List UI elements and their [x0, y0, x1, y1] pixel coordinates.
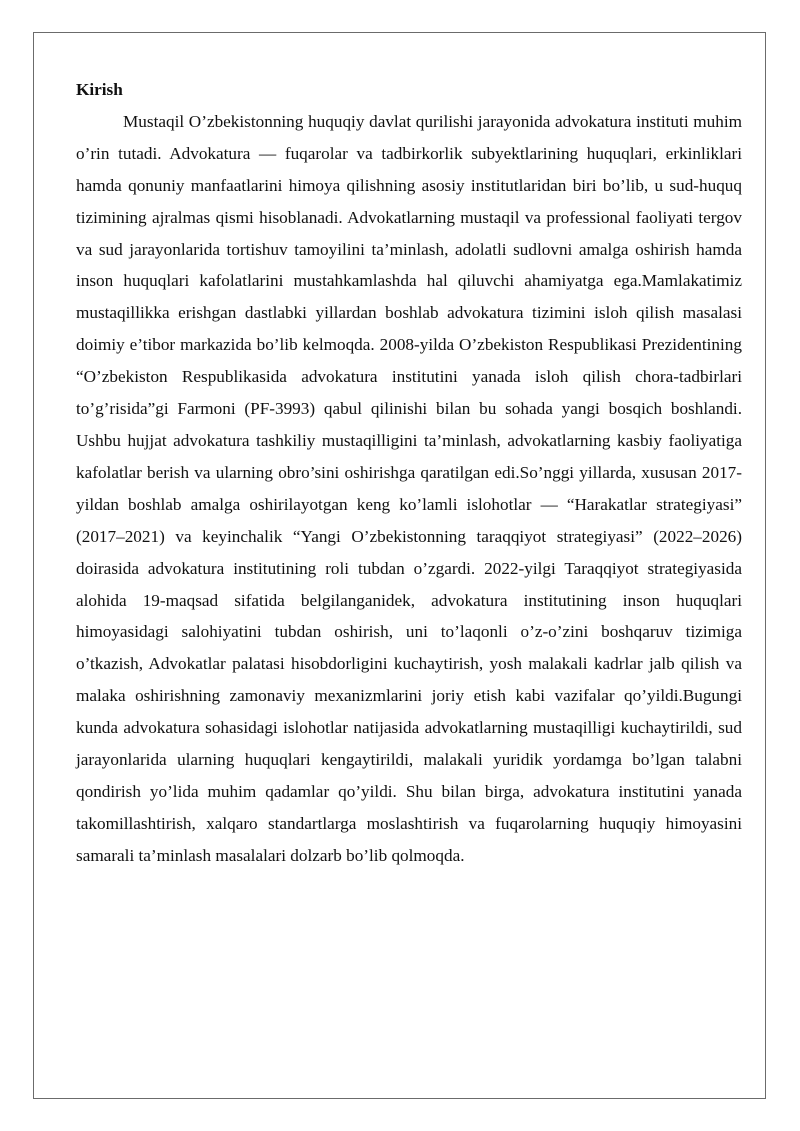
document-body [76, 74, 742, 872]
body-paragraph: Mustaqil O’zbekistonning huquqiy davlat qurilishi jarayonida advokatura instituti muhim o’rin tutadi. Advokatura — fuqarolar va tadbirkorlik subyektlarining huquqlari, erkinliklari hamda qonuniy manfaatlarini himoya qilishning asosiy institutlaridan biri bo’lib, u sud-huquq tizimining ajralmas qismi hisoblanadi. Advokatlarning mustaqil va professional faoliyati tergov va sud jarayonlarida tortishuv tamoyilini ta’minlash, adolatli sudlovni amalga oshirish hamda inson huquqlari kafolatlarini mustahkamlashda hal qiluvchi ahamiyatga ega.Mamlakatimiz mustaqillikka erishgan dastlabki yillardan boshlab advokatura tizimini isloh qilish masalasi doimiy e’tibor markazida bo’lib kelmoqda. 2008-yilda O’zbekiston Respublikasi Prezidentining “O’zbekiston Respublikasida advokatura institutini yanada isloh qilish chora-tadbirlari to’g’risida”gi Farmoni (PF-3993) qabul qilinishi bilan bu sohada yangi bosqich boshlandi. Ushbu hujjat advokatura tashkiliy mustaqilligini ta’minlash, advokatlarning kasbiy faoliyatiga kafolatlar berish va ularning obro’sini oshirishga qaratilgan edi.So’nggi yillarda, xususan 2017-yildan boshlab amalga oshirilayotgan keng ko’lamli islohotlar — “Harakatlar strategiyasi” (2017–2021) va keyinchalik “Yangi O’zbekistonning taraqqiyot strategiyasi” (2022–2026) doirasida advokatura institutining roli tubdan o’zgardi. 2022-yilgi Taraqqiyot strategiyasida alohida 19-maqsad sifatida belgilanganidek, advokatura institutining inson huquqlari himoyasidagi salohiyatini tubdan oshirish, uni to’laqonli o’z-o’zini boshqaruv tizimiga o’tkazish, Advokatlar palatasi hisobdorligini kuchaytirish, yosh malakali kadrlar jalb qilish va malaka oshirishning zamonaviy mexanizmlarini joriy etish kabi vazifalar qo’yildi.Bugungi kunda advokatura sohasidagi islohotlar natijasida advokatlarning mustaqilligi kuchaytirildi, sud jarayonlarida ularning huquqlari kengaytirildi, malakali yuridik yordamga bo’lgan talabni qondirish yo’lida muhim qadamlar qo’yildi. Shu bilan birga, advokatura institutini yanada takomillashtirish, xalqaro standartlarga moslashtirish va fuqarolarning huquqiy himoyasini samarali ta’minlash masalalari dolzarb bo’lib qolmoqda. [76, 111, 742, 865]
section-heading: Kirish [76, 80, 123, 99]
